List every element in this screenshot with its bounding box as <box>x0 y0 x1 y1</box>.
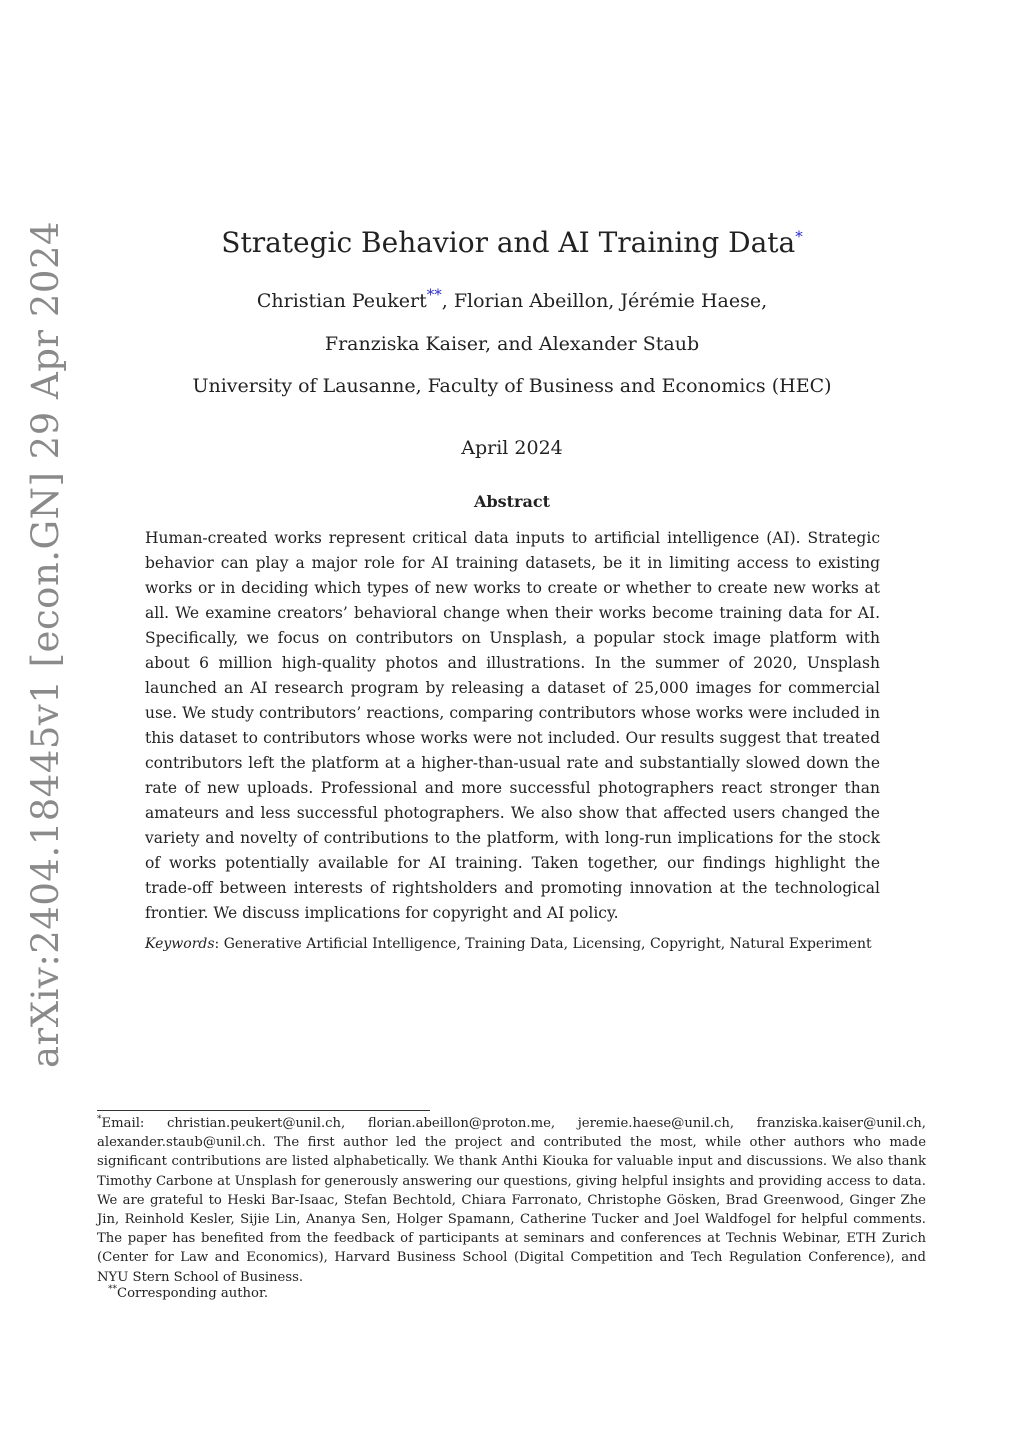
keywords-line <box>145 936 905 952</box>
lead-author: Christian Peukert <box>256 290 427 312</box>
footnote-2 <box>108 1286 268 1301</box>
footnote-divider <box>97 1110 430 1111</box>
author-list-line-2: Franziska Kaiser, and Alexander Staub <box>324 333 700 355</box>
corresponding-author-marker[interactable]: ** <box>426 285 442 304</box>
paper-title-block <box>0 226 1024 259</box>
publication-date: April 2024 <box>461 437 563 459</box>
affiliation: University of Lausanne, Faculty of Business and Economics (HEC) <box>192 375 832 397</box>
author-list-line-1 <box>0 285 1024 312</box>
abstract-heading: Abstract <box>474 492 550 511</box>
footnote-2-text: Corresponding author. <box>117 1286 269 1301</box>
co-authors-1: , Florian Abeillon, Jérémie Haese, <box>441 290 768 312</box>
abstract-body: Human-created works represent critical data inputs to artificial intelligence (AI). Strategic behavior can play a major role for AI training datasets, be it in limiting access to existing works or in deciding which types of new works to create or whether to create new works at all. We examine creators’ behavioral change when their works become training data for AI. Specifically, we focus on contributors on Unsplash, a popular stock image platform with about 6 million high-quality photos and illustrations. In the summer of 2020, Unsplash launched an AI research program by releasing a dataset of 25,000 images for commercial use. We study contributors’ reactions, comparing contributors whose works were included in this dataset to contributors whose works were not included. Our results suggest that treated contributors left the platform at a higher-than-usual rate and substantially slowed down the rate of new uploads. Professional and more successful photographers react stronger than amateurs and less successful photographers. We also show that affected users changed the variety and novelty of contributions to the platform, with long-run implications for the stock of works potentially available for AI training. Taken together, our findings highlight the trade-off between interests of rightsholders and promoting innovation at the technological frontier. We discuss implications for copyright and AI policy. <box>145 529 880 922</box>
footnote-1-marker: * <box>97 1114 102 1125</box>
keywords-label: Keywords <box>145 936 215 952</box>
keywords-list: Generative Artificial Intelligence, Training Data, Licensing, Copyright, Natural Experiment <box>223 936 872 952</box>
title-footnote-marker[interactable]: * <box>795 227 803 246</box>
keywords-separator: : <box>214 936 220 952</box>
footnote-1 <box>97 1114 926 1287</box>
footnote-2-marker: ** <box>108 1284 117 1295</box>
arxiv-identifier-stamp: arXiv:2404.18445v1 [econ.GN] 29 Apr 2024 <box>24 220 67 1068</box>
footnote-1-text: Email: christian.peukert@unil.ch, florian.abeillon@proton.me, jeremie.haese@unil.ch, franziska.kaiser@unil.ch, alexander.staub@unil.ch. The first author led the project and contributed the most, while other authors who made significant contributions are listed alphabetically. We thank Anthi Kiouka for valuable input and discussions. We also thank Timothy Carbone at Unsplash for generously answering our questions, giving helpful insights and providing access to data. We are grateful to Heski Bar-Isaac, Stefan Bechtold, Chiara Farronato, Christophe Gösken, Brad Greenwood, Ginger Zhe Jin, Reinhold Kesler, Sijie Lin, Ananya Sen, Holger Spamann, Catherine Tucker and Joel Waldfogel for helpful comments. The paper has benefited from the feedback of participants at seminars and conferences at Technis Webinar, ETH Zurich (Center for Law and Economics), Harvard Business School (Digital Competition and Tech Regulation Conference), and NYU Stern School of Business. <box>97 1116 926 1285</box>
paper-title: Strategic Behavior and AI Training Data <box>221 226 796 259</box>
